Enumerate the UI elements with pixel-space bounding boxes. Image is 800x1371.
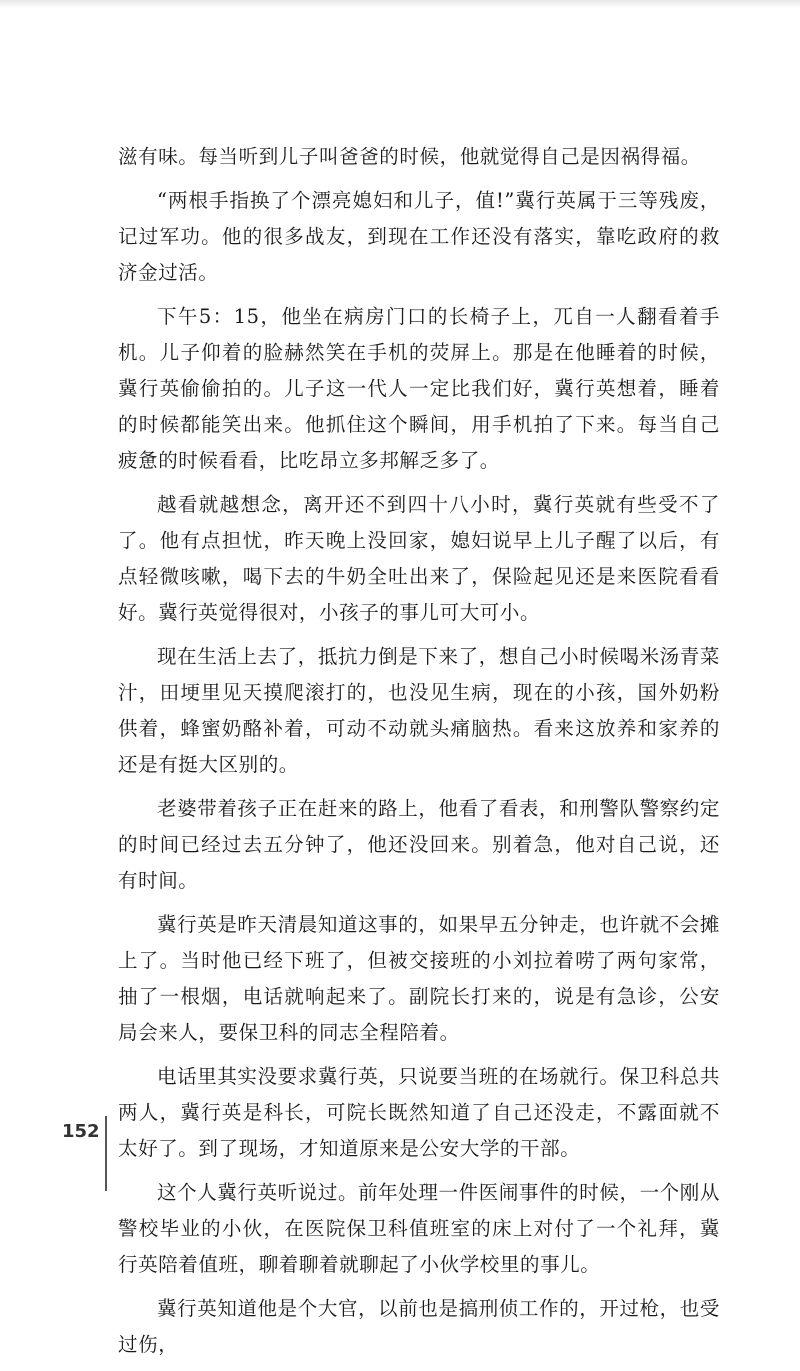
body-text <box>118 139 720 1371</box>
paragraph-9: 这个人冀行英听说过。前年处理一件医闹事件的时候，一个刚从警校毕业的小伙，在医院保卫科值班室的床上对付了一个礼拜，冀行英陪着值班，聊着聊着就聊起了小伙学校里的事儿。 <box>118 1181 720 1276</box>
margin-rule <box>105 1116 107 1191</box>
paragraph-1: 滋有味。每当听到儿子叫爸爸的时候，他就觉得自己是因祸得福。 <box>118 145 701 168</box>
page-top-edge <box>0 0 800 8</box>
paragraph-5: 现在生活上去了，抵抗力倒是下来了，想自己小时候喝米汤青菜汁，田埂里见天摸爬滚打的，也没见生病，现在的小孩，国外奶粉供着，蜂蜜奶酪补着，可动不动就头痛脑热。看来这放养和家养的还是有挺大区别的。 <box>118 645 720 776</box>
page-number: 152 <box>62 1121 100 1142</box>
paragraph-10: 冀行英知道他是个大官，以前也是搞刑侦工作的，开过枪，也受过伤， <box>118 1297 720 1356</box>
paragraph-4: 越看就越想念，离开还不到四十八小时，冀行英就有些受不了了。他有点担忧，昨天晚上没回家，媳妇说早上儿子醒了以后，有点轻微咳嗽，喝下去的牛奶全吐出来了，保险起见还是来医院看看好。冀行英觉得很对，小孩子的事儿可大可小。 <box>118 493 720 624</box>
paragraph-6: 老婆带着孩子正在赶来的路上，他看了看表，和刑警队警察约定的时间已经过去五分钟了，他还没回来。别着急，他对自己说，还有时间。 <box>118 797 720 892</box>
paragraph-8: 电话里其实没要求冀行英，只说要当班的在场就行。保卫科总共两人，冀行英是科长，可院长既然知道了自己还没走，不露面就不太好了。到了现场，才知道原来是公安大学的干部。 <box>118 1065 720 1160</box>
paragraph-2: “两根手指换了个漂亮媳妇和儿子，值!”冀行英属于三等残废，记过军功。他的很多战友，到现在工作还没有落实，靠吃政府的救济金过活。 <box>118 189 720 284</box>
paragraph-3: 下午5：15，他坐在病房门口的长椅子上，兀自一人翻看着手机。儿子仰着的脸赫然笑在手机的荧屏上。那是在他睡着的时候，冀行英偷偷拍的。儿子这一代人一定比我们好，冀行英想着，睡着的时候都能笑出来。他抓住这个瞬间，用手机拍了下来。每当自己疲惫的时候看看，比吃昂立多邦解乏多了。 <box>118 305 720 472</box>
paragraph-7: 冀行英是昨天清晨知道这事的，如果早五分钟走，也许就不会摊上了。当时他已经下班了，但被交接班的小刘拉着唠了两句家常，抽了一根烟，电话就响起来了。副院长打来的，说是有急诊，公安局会来人，要保卫科的同志全程陪着。 <box>118 913 720 1044</box>
